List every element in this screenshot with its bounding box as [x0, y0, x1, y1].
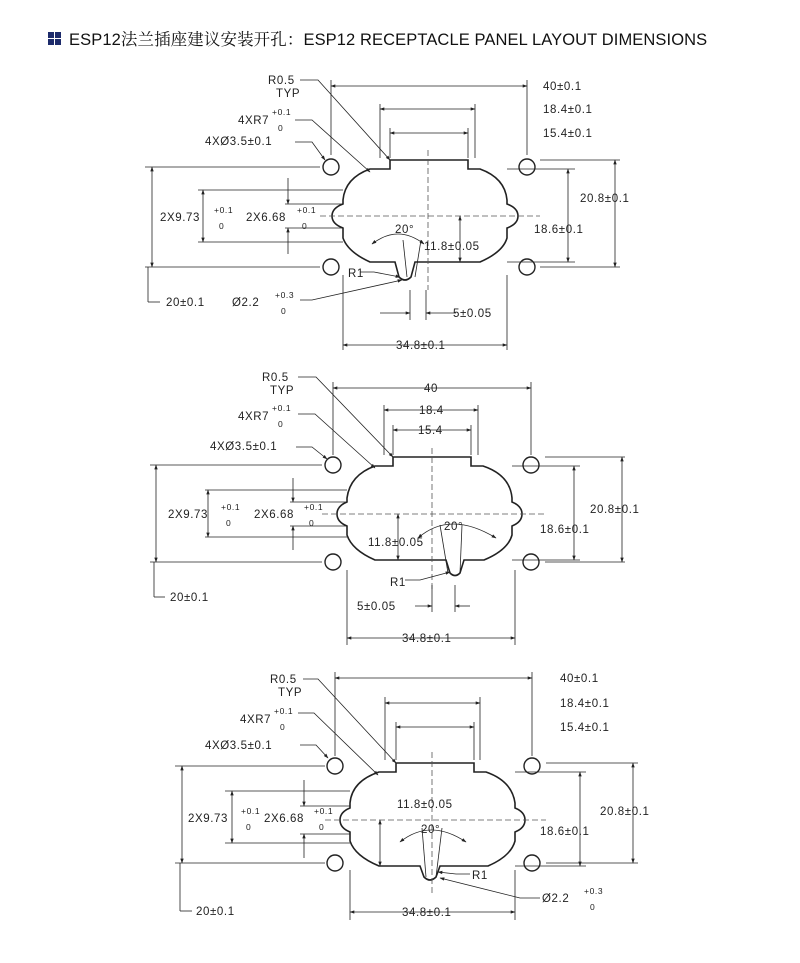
dim-40: 40: [424, 383, 438, 395]
mounting-hole-tl: [327, 758, 343, 774]
mounting-hole-bl: [323, 259, 339, 275]
receptacle-cutout-outline: [337, 457, 522, 576]
dim-154: 15.4±0.1: [543, 128, 593, 140]
dim-186: 18.6±0.1: [534, 224, 584, 236]
dim-186: 18.6±0.1: [540, 826, 590, 838]
dimension-texts: [168, 372, 639, 645]
dim-5: 5±0.05: [453, 308, 492, 320]
dim-r7-minus: 0: [278, 123, 284, 133]
mounting-hole-tr: [519, 159, 535, 175]
dim-668-minus: 0: [309, 518, 315, 528]
dim-r7: 4XR7: [238, 411, 270, 423]
receptacle-cutout-outline: [340, 763, 525, 880]
dim-r7-plus: +0.1: [272, 403, 292, 413]
dim-hole: 4XØ3.5±0.1: [205, 740, 273, 752]
dim-typ: TYP: [276, 88, 301, 100]
mounting-hole-br: [524, 855, 540, 871]
dim-668-plus: +0.1: [297, 205, 317, 215]
dim-20: 20±0.1: [166, 297, 205, 309]
dim-186: 18.6±0.1: [540, 524, 590, 536]
dim-208: 20.8±0.1: [590, 504, 640, 516]
dim-668-plus: +0.1: [314, 806, 334, 816]
dim-hole: 4XØ3.5±0.1: [210, 441, 278, 453]
mounting-hole-tr: [523, 457, 539, 473]
dim-typ: TYP: [278, 687, 303, 699]
dim-118: 11.8±0.05: [397, 799, 453, 811]
dim-668: 2X6.68: [246, 212, 287, 224]
dim-typ: TYP: [270, 385, 295, 397]
dim-668-minus: 0: [302, 221, 308, 231]
dim-phi22-minus: 0: [281, 306, 287, 316]
dim-40: 40±0.1: [543, 81, 582, 93]
dim-154: 15.4±0.1: [560, 722, 610, 734]
dim-118: 11.8±0.05: [424, 241, 480, 253]
dim-r7-minus: 0: [278, 419, 284, 429]
dim-r7-minus: 0: [280, 722, 286, 732]
dim-973-plus: +0.1: [221, 502, 241, 512]
dim-668: 2X6.68: [264, 813, 305, 825]
view-3-layout: [175, 672, 649, 920]
dim-20: 20±0.1: [196, 906, 235, 918]
dim-348: 34.8±0.1: [402, 633, 452, 645]
dim-angle: 20°: [395, 224, 415, 236]
dim-angle: 20°: [444, 521, 464, 533]
mounting-hole-bl: [325, 554, 341, 570]
dim-r7: 4XR7: [240, 714, 272, 726]
mounting-hole-tl: [323, 159, 339, 175]
dim-angle: 20°: [421, 824, 441, 836]
dim-973: 2X9.73: [160, 212, 201, 224]
dim-184: 18.4±0.1: [543, 104, 593, 116]
mounting-hole-br: [523, 554, 539, 570]
mounting-hole-br: [519, 259, 535, 275]
dim-184: 18.4±0.1: [560, 698, 610, 710]
dim-348: 34.8±0.1: [402, 907, 452, 919]
dim-973-plus: +0.1: [214, 205, 234, 215]
dim-r1: R1: [348, 268, 364, 280]
view-2-layout: [150, 372, 639, 645]
dim-973-minus: 0: [246, 822, 252, 832]
page-title: ESP12法兰插座建议安装开孔：ESP12 RECEPTACLE PANEL LAYOUT DIMENSIONS: [69, 31, 708, 49]
dim-phi22-plus: +0.3: [275, 290, 295, 300]
dim-154: 15.4: [418, 425, 443, 437]
dim-r05: R0.5: [268, 75, 295, 87]
dim-973: 2X9.73: [168, 509, 209, 521]
dim-118: 11.8±0.05: [368, 537, 424, 549]
dim-r7-plus: +0.1: [272, 107, 292, 117]
dim-208: 20.8±0.1: [580, 193, 630, 205]
dim-phi22-plus: +0.3: [584, 886, 604, 896]
extension-lines: [145, 80, 620, 350]
mounting-hole-bl: [327, 855, 343, 871]
dim-hole: 4XØ3.5±0.1: [205, 136, 273, 148]
dim-20: 20±0.1: [170, 592, 209, 604]
dim-973: 2X9.73: [188, 813, 229, 825]
dim-5: 5±0.05: [357, 601, 396, 613]
dimension-texts: [160, 75, 629, 352]
dim-r1: R1: [472, 870, 488, 882]
view-1-layout: [145, 75, 629, 352]
dim-973-minus: 0: [219, 221, 225, 231]
dimension-lines: [152, 86, 615, 345]
dim-184: 18.4: [419, 405, 444, 417]
dim-348: 34.8±0.1: [396, 340, 446, 352]
dim-r05: R0.5: [262, 372, 289, 384]
dim-r7: 4XR7: [238, 115, 270, 127]
dim-phi22: Ø2.2: [542, 893, 570, 905]
dim-208: 20.8±0.1: [600, 806, 650, 818]
dim-r1: R1: [390, 577, 406, 589]
dim-phi22-minus: 0: [590, 902, 596, 912]
dim-40: 40±0.1: [560, 673, 599, 685]
dim-r05: R0.5: [270, 674, 297, 686]
dim-973-plus: +0.1: [241, 806, 261, 816]
mounting-hole-tl: [325, 457, 341, 473]
receptacle-cutout-outline: [332, 160, 518, 280]
dim-668-plus: +0.1: [304, 502, 324, 512]
center-lines: [322, 448, 545, 590]
leader-lines: [298, 679, 540, 898]
dim-r7-plus: +0.1: [274, 706, 294, 716]
dim-phi22: Ø2.2: [232, 297, 260, 309]
dim-668: 2X6.68: [254, 509, 295, 521]
dim-973-minus: 0: [226, 518, 232, 528]
dim-668-minus: 0: [319, 822, 325, 832]
